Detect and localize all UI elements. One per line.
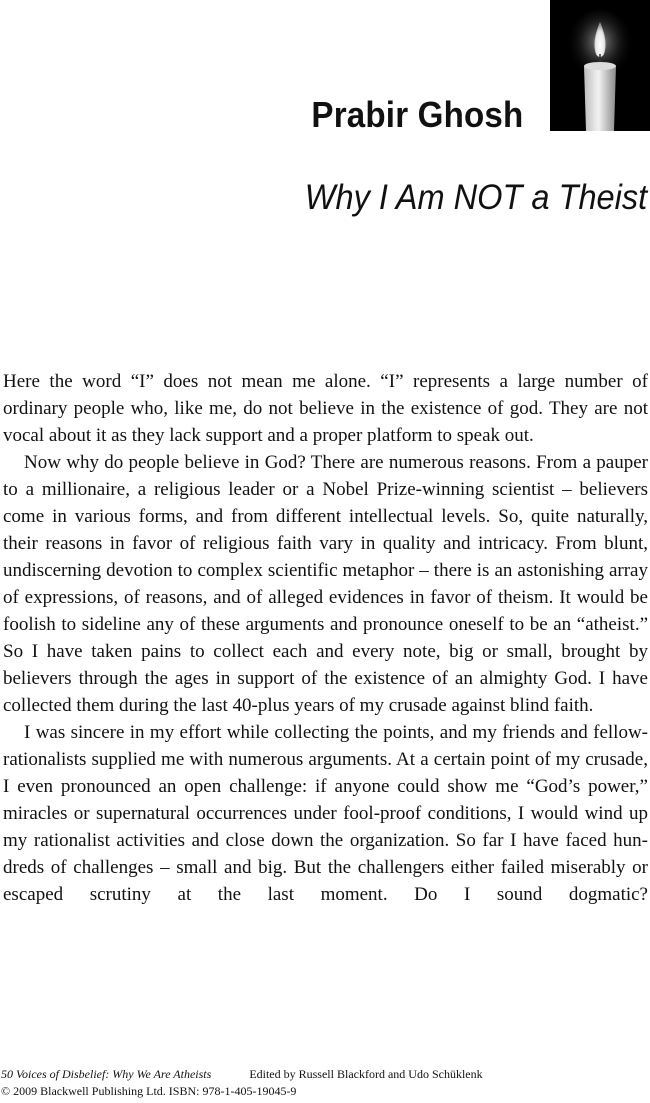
body-paragraph-2: Now why do people believe in God? There are numerous reasons. From a pauper to a millionaire, a religious leader or a Nobel Prize-winning scientist – believers come in various forms, and from different intellectual levels. So, quite naturally, their reasons in favor of religious faith vary in quality and intricacy. From blunt, undiscerning devotion to complex scientific metaphor – there is an astonishing array of expressions, of reasons, and of alleged evidences in favor of theism. It would be foolish to sideline any of these arguments and pronounce oneself to be an “atheist.” So I have taken pains to collect each and every note, big or small, brought by believers through the ages in support of the existence of an almighty God. I have collected them during the last 40-plus years of my crusade against blind faith.: [3, 452, 648, 716]
candle-body: [584, 63, 616, 131]
chapter-title: Why I Am NOT a Theist: [304, 178, 647, 217]
author-name: Prabir Ghosh: [310, 94, 523, 135]
footer-copyright: © 2009 Blackwell Publishing Ltd. ISBN: 978-1-405-19045-9: [1, 1084, 297, 1098]
footer-book-title: 50 Voices of Disbelief: Why We Are Atheists: [1, 1067, 212, 1081]
candle-icon: [550, 0, 650, 131]
footer-editors: Edited by Russell Blackford and Udo Schüklenk: [249, 1067, 483, 1081]
chapter-body: [3, 368, 648, 908]
body-paragraph-3: I was sincere in my effort while collecting the points, and my friends and fellow-rationalists supplied me with numerous arguments. At a certain point of my crusade, I even pronounced an open challenge: if anyone could show me “God’s power,” miracles or supernatural occurrences under fool-proof conditions, I would wind up my rationalist activities and close down the organization. So far I have faced hundreds of challenges – small and big. But the challengers either failed miserably or escaped scrutiny at the last moment. Do I sound dogmatic?: [3, 722, 648, 905]
candle-flame-photo: [550, 0, 650, 131]
page-footer: [1, 1066, 641, 1100]
body-paragraph-1: Here the word “I” does not mean me alone. “I” represents a large number of ordinary people who, like me, do not believe in the existence of god. They are not vocal about it as they lack support and a proper platform to speak out.: [3, 371, 648, 446]
